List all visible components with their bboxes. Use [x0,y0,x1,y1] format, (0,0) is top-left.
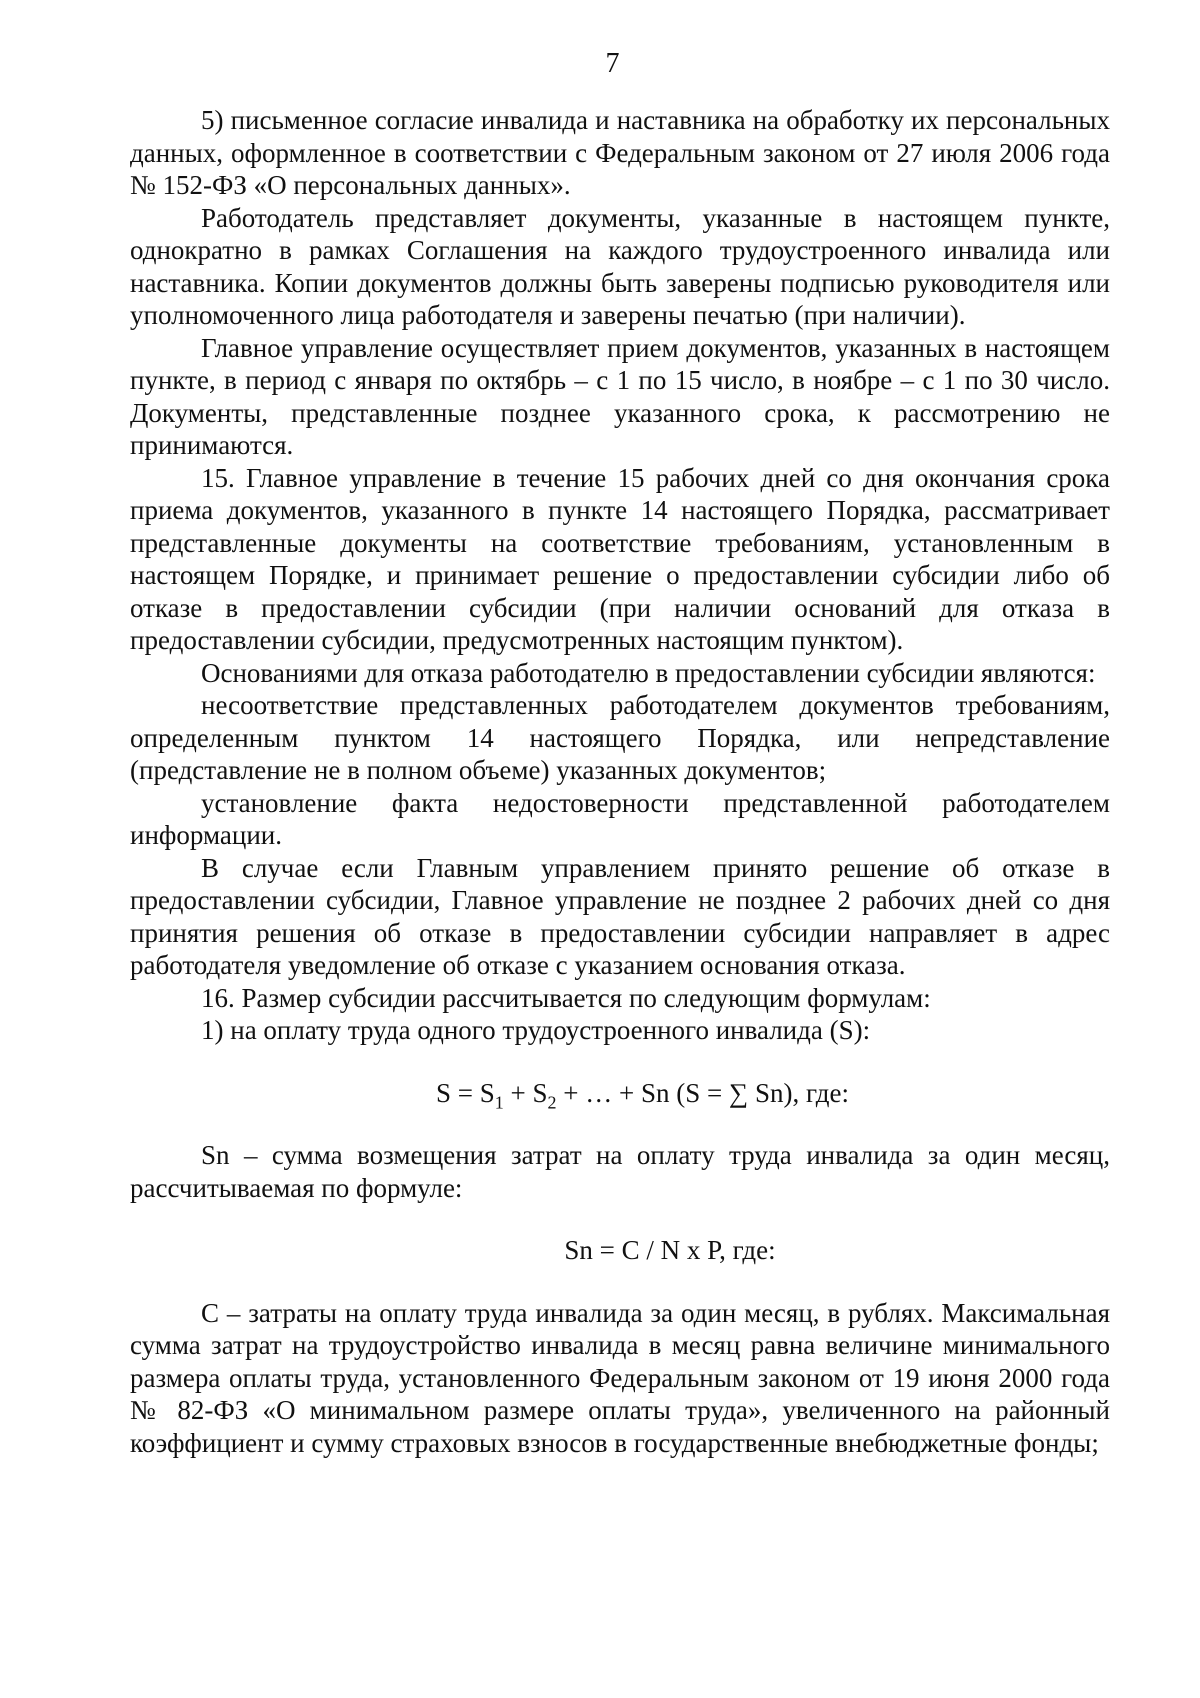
formula-1-subscript-1: 1 [494,1091,504,1112]
paragraph-refusal-ground-2: установление факта недостоверности представленной работодателем информации. [130,787,1110,850]
paragraph-refusal-grounds: Основаниями для отказа работодателю в предоставлении субсидии являются: [201,657,1096,688]
paragraph-employer-documents: Работодатель представляет документы, указанные в настоящем пункте, однократно в рамках Соглашения на каждого трудоустроенного инвалида или наставника. Копии документов должны быть заверены подписью руководителя или уполномоченного лица работодателя и заверены печатью (при наличии). [130,202,1110,330]
paragraph-item-5: 5) письменное согласие инвалида и наставника на обработку их персональных данных, оформленное в соответствии с Федеральным законом от 27 июля 2006 года № 152-ФЗ «О персональных данных». [130,105,1110,200]
paragraph-formula-intro: 1) на оплату труда одного трудоустроенного инвалида (S): [201,1015,871,1045]
paragraph-section-16: 16. Размер субсидии рассчитывается по следующим формулам: [201,982,931,1013]
paragraph-document-acceptance: Главное управление осуществляет прием документов, указанных в настоящем пункте, в период с января по октябрь – с 1 по 15 число, в ноябре – с 1 по 30 число. Документы, представленные позднее указанного срока, к рассмотрению не принимаются. [130,332,1110,460]
paragraph-sn-definition: Sn – сумма возмещения затрат на оплату труда инвалида за один месяц, рассчитываемая по формуле: [130,1140,1110,1203]
formula-1-lhs: S = S [436,1077,495,1108]
page-number: 7 [605,48,620,79]
paragraph-refusal-notice: В случае если Главным управлением принято решение об отказе в предоставлении субсидии, Главное управление не позднее 2 рабочих дней со дня принятия решения об отказе в предоставлении субсидии направляет в адрес работодателя уведомление об отказе с указанием основания отказа. [130,852,1110,980]
formula-monthly-compensation: Sn = C / N x P, где: [564,1235,776,1265]
paragraph-refusal-ground-1: несоответствие представленных работодателем документов требованиям, определенным пунктом 14 настоящего Порядка, или непредставление (представление не в полном объеме) указанных документов; [130,690,1110,785]
formula-total-subsidy [130,1077,1110,1110]
paragraph-c-definition: C – затраты на оплату труда инвалида за один месяц, в рублях. Максимальная сумма затрат на трудоустройство инвалида в месяц равна величине минимального размера оплаты труда, установленного Федеральным законом от 19 июня 2000 года № 82-ФЗ «О минимальном размере оплаты труда», увеличенного на районный коэффициент и сумму страховых взносов в государственные внебюджетные фонды; [130,1297,1110,1458]
formula-1-rest: + … + Sn (S = ∑ Sn), где: [556,1077,849,1108]
document-body [130,104,1110,1459]
formula-1-plus: + S [503,1077,548,1108]
formula-1-subscript-2: 2 [547,1091,557,1112]
paragraph-section-15: 15. Главное управление в течение 15 рабочих дней со дня окончания срока приема документов, указанного в пункте 14 настоящего Порядка, рассматривает представленные документы на соответствие требованиям, установленным в настоящем Порядке, и принимает решение о предоставлении субсидии либо об отказе в предоставлении субсидии (при наличии оснований для отказа в предоставлении субсидии, предусмотренных настоящим пунктом). [130,462,1110,655]
